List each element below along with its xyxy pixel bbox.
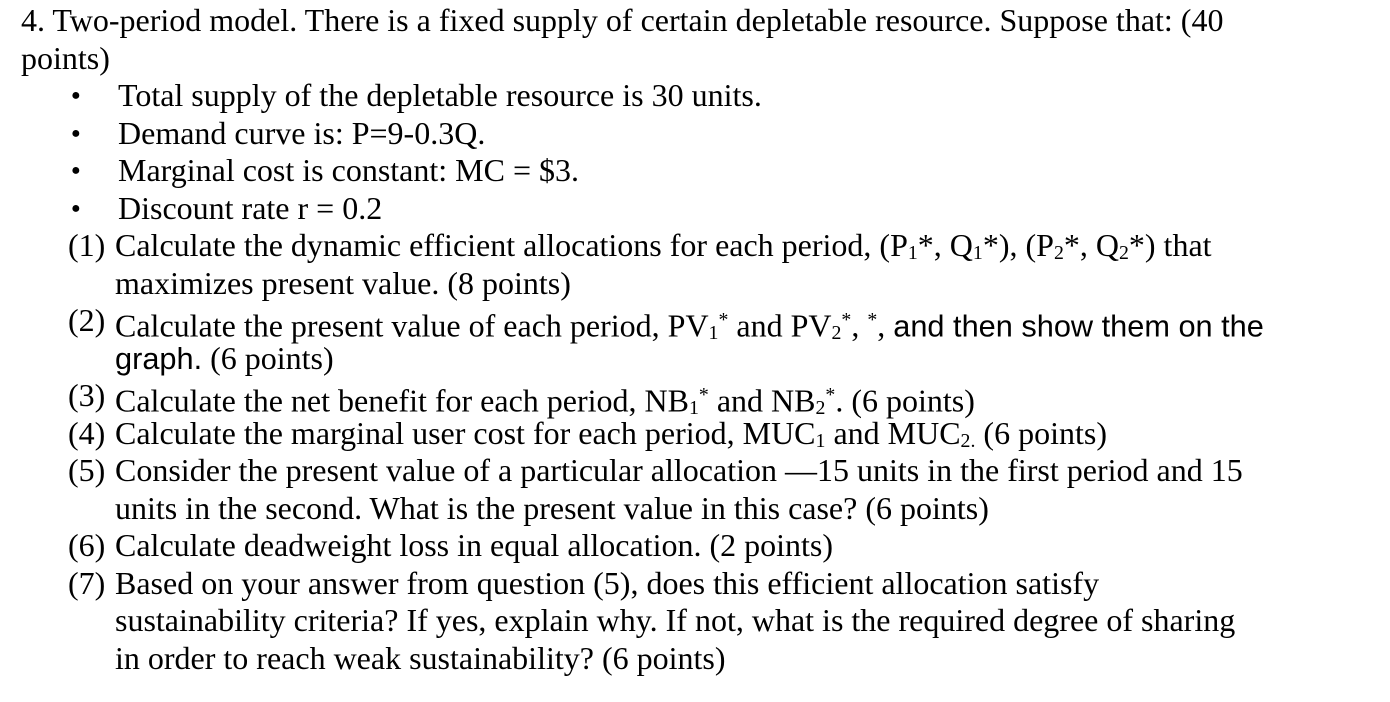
text-line-12 (0, 415, 1390, 453)
text-segment-sub: 1 (815, 429, 826, 452)
text-segment-sub: 1 (972, 241, 983, 264)
line-text: Calculate the dynamic efficient allocations for each period, (P1*, Q1*), (P2*, Q2*) that (115, 227, 1212, 264)
line-text: Based on your answer from question (5), does this efficient allocation satisfy (115, 564, 1100, 601)
text-segment-sup: * (698, 384, 709, 406)
line-text: Consider the present value of a particular allocation —15 units in the first period and 15 (115, 452, 1243, 488)
line-text: Calculate the present value of each period, PV1* and PV2*, *, and then show them on the (115, 307, 1264, 345)
line-text: points) (21, 39, 110, 76)
text-line-8 (0, 265, 1390, 303)
text-line-11 (0, 377, 1390, 420)
line-text: Calculate deadweight loss in equal allocation. (2 points) (115, 527, 834, 563)
text-line-6 (0, 190, 1390, 228)
text-segment-sans: graph. (115, 340, 203, 376)
text-line-15 (0, 527, 1390, 565)
bullet-icon: ● (71, 162, 81, 179)
line-text: units in the second. What is the present value in this case? (6 points) (115, 489, 989, 526)
item-number: (5) (68, 452, 106, 488)
item-number: (2) (68, 302, 106, 338)
line-text: graph. (6 points) (115, 339, 334, 376)
text-segment-sub: 2 (831, 322, 842, 345)
text-line-1 (0, 2, 1390, 40)
text-segment-sup: * (718, 309, 729, 331)
text-segment-sup: * (867, 309, 878, 331)
text-segment-sub: 2 (815, 397, 826, 420)
text-segment-sub: 1 (708, 322, 719, 345)
text-segment-sub: 1 (907, 241, 918, 264)
bullet-icon: ● (71, 87, 81, 104)
line-text: Calculate the net benefit for each period, NB1* and NB2*. (6 points) (115, 382, 975, 420)
line-text: Demand curve is: P=9-0.3Q. (118, 114, 486, 151)
text-line-17 (0, 602, 1390, 640)
text-segment-sup: * (841, 309, 852, 331)
line-text: in order to reach weak sustainability? (6 points) (115, 639, 726, 676)
text-line-9 (0, 302, 1390, 345)
item-number: (4) (68, 414, 106, 451)
item-number: (1) (68, 227, 106, 263)
bullet-icon: ● (71, 124, 81, 142)
text-line-10 (0, 340, 1390, 378)
text-segment-sup: * (825, 384, 836, 406)
text-line-5 (0, 152, 1390, 190)
line-text: 4. Two-period model. There is a fixed supply of certain depletable resource. Suppose that: (40 (21, 2, 1224, 38)
text-segment-sub: 2 (1118, 241, 1129, 264)
line-text: Total supply of the depletable resource is 30 units. (118, 77, 762, 113)
item-number: (3) (68, 377, 106, 413)
text-segment-sub: 2. (960, 429, 976, 452)
text-segment-sub: 2 (1053, 241, 1064, 264)
text-line-14 (0, 490, 1390, 528)
text-line-13 (0, 452, 1390, 490)
document-body (0, 2, 1390, 677)
text-line-4 (0, 115, 1390, 153)
item-number: (6) (68, 527, 106, 563)
line-text: Marginal cost is constant: MC = $3. (118, 152, 579, 188)
text-line-7 (0, 227, 1390, 265)
item-number: (7) (68, 564, 106, 601)
text-segment-sans: and then show them on the (893, 308, 1264, 344)
text-line-2 (0, 40, 1390, 78)
text-segment-sub: 1 (688, 397, 699, 420)
line-text: maximizes present value. (8 points) (115, 264, 571, 301)
text-line-18 (0, 640, 1390, 678)
line-text: Discount rate r = 0.2 (118, 189, 383, 226)
text-line-3 (0, 77, 1390, 115)
line-text: Calculate the marginal user cost for each period, MUC1 and MUC2. (6 points) (115, 414, 1107, 452)
bullet-icon: ● (71, 199, 81, 217)
line-text: sustainability criteria? If yes, explain why. If not, what is the required degree of sharing (115, 602, 1236, 638)
text-line-16 (0, 565, 1390, 603)
